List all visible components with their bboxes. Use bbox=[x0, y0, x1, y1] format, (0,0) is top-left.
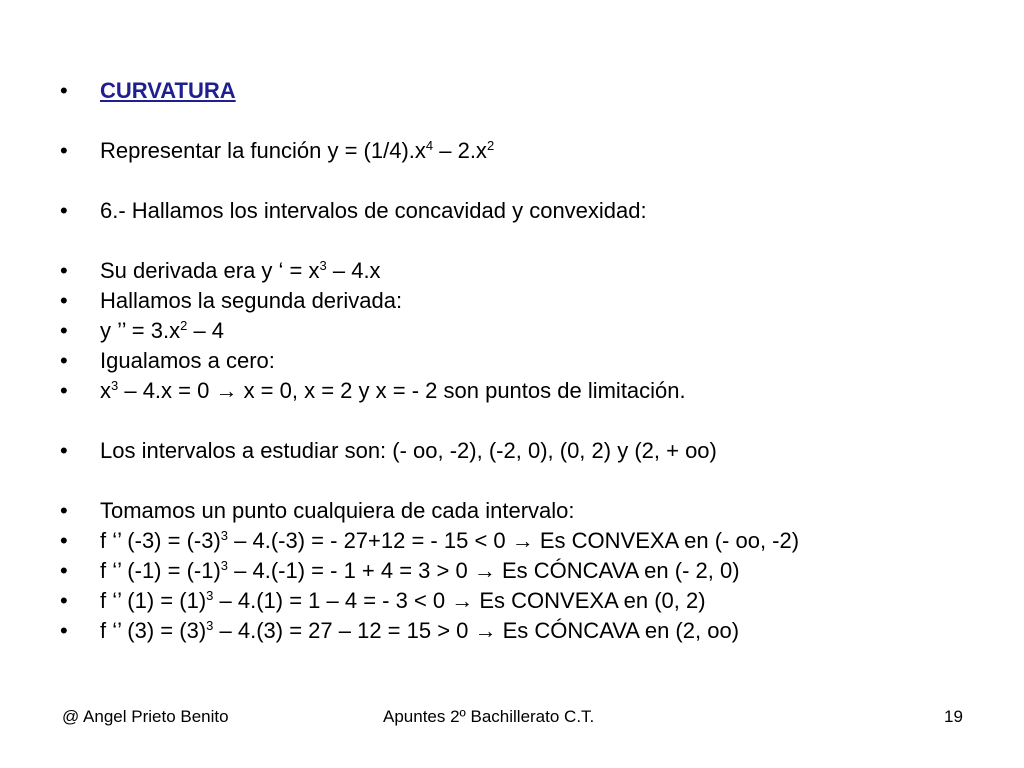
text: f ‘’ (3) = (3) bbox=[100, 618, 207, 643]
text: – 4.(-3) = - 27+12 = - 15 < 0 → Es CONVEXA en (- oo, -2) bbox=[228, 528, 800, 553]
bullet-line-intervals bbox=[60, 436, 1000, 466]
exponent: 3 bbox=[220, 558, 229, 573]
bullet-line-test-1 bbox=[60, 586, 1000, 616]
bullet-dot: • bbox=[60, 348, 68, 373]
bullet-dot: • bbox=[60, 498, 68, 523]
bullet-line-test-minus-3 bbox=[60, 526, 1000, 556]
exponent: 3 bbox=[111, 378, 119, 393]
text: Hallamos la segunda derivada: bbox=[100, 288, 403, 313]
bullet-dot: • bbox=[60, 528, 68, 553]
exponent: 3 bbox=[220, 528, 229, 543]
text: – 4 bbox=[187, 318, 225, 343]
bullet-line-roots bbox=[60, 376, 1000, 406]
bullet-line-test-3 bbox=[60, 616, 1000, 646]
exponent: 4 bbox=[425, 138, 434, 153]
bullet-dot: • bbox=[60, 618, 68, 643]
text: – 4.(-1) = - 1 + 4 = 3 > 0 → Es CÓNCAVA en (- 2, 0) bbox=[228, 558, 740, 583]
bullet-dot: • bbox=[60, 558, 68, 583]
text: – 2.x bbox=[433, 138, 487, 163]
bullet-line-take-point bbox=[60, 496, 1000, 526]
bullet-list bbox=[60, 76, 1000, 646]
bullet-dot: • bbox=[60, 258, 68, 283]
bullet-title bbox=[60, 76, 1000, 106]
bullet-dot: • bbox=[60, 198, 68, 223]
bullet-line-second-derivative-intro bbox=[60, 286, 1000, 316]
text: – 4.x bbox=[326, 258, 381, 283]
exponent: 2 bbox=[180, 318, 188, 333]
exponent: 3 bbox=[206, 618, 214, 633]
exponent: 2 bbox=[486, 138, 495, 153]
bullet-line-second-derivative bbox=[60, 316, 1000, 346]
footer-course: Apuntes 2º Bachillerato C.T. bbox=[383, 707, 595, 726]
bullet-line-equal-zero bbox=[60, 346, 1000, 376]
bullet-dot: • bbox=[60, 378, 68, 403]
slide-title: CURVATURA bbox=[100, 78, 236, 103]
text: Los intervalos a estudiar son: (- oo, -2), (-2, 0), (0, 2) y (2, + oo) bbox=[100, 438, 717, 463]
bullet-dot: • bbox=[60, 78, 68, 103]
exponent: 3 bbox=[319, 258, 327, 273]
bullet-dot: • bbox=[60, 438, 68, 463]
footer-author: @ Angel Prieto Benito bbox=[62, 707, 229, 726]
text: f ‘’ (-1) = (-1) bbox=[100, 558, 221, 583]
text: – 4.x = 0 → x = 0, x = 2 y x = - 2 son puntos de limitación. bbox=[118, 378, 686, 403]
bullet-line-test-minus-1 bbox=[60, 556, 1000, 586]
text: Igualamos a cero: bbox=[100, 348, 275, 373]
bullet-dot: • bbox=[60, 588, 68, 613]
text: Tomamos un punto cualquiera de cada intervalo: bbox=[100, 498, 575, 523]
bullet-dot: • bbox=[60, 138, 68, 163]
text: f ‘’ (-3) = (-3) bbox=[100, 528, 221, 553]
bullet-line-first-derivative bbox=[60, 256, 1000, 286]
text: f ‘’ (1) = (1) bbox=[100, 588, 207, 613]
text: y ’’ = 3.x bbox=[100, 318, 181, 343]
text: – 4.(1) = 1 – 4 = - 3 < 0 → Es CONVEXA en (0, 2) bbox=[213, 588, 706, 613]
text: Su derivada era y ‘ = x bbox=[100, 258, 320, 283]
text: x bbox=[100, 378, 111, 403]
bullet-line-step bbox=[60, 196, 1000, 226]
bullet-dot: • bbox=[60, 318, 68, 343]
bullet-dot: • bbox=[60, 288, 68, 313]
bullet-line-function bbox=[60, 136, 1000, 166]
footer-page-number: 19 bbox=[944, 707, 963, 726]
text: Representar la función y = (1/4).x bbox=[100, 138, 426, 163]
exponent: 3 bbox=[206, 588, 214, 603]
text: – 4.(3) = 27 – 12 = 15 > 0 → Es CÓNCAVA en (2, oo) bbox=[213, 618, 740, 643]
text: 6.- Hallamos los intervalos de concavidad y convexidad: bbox=[100, 198, 647, 223]
